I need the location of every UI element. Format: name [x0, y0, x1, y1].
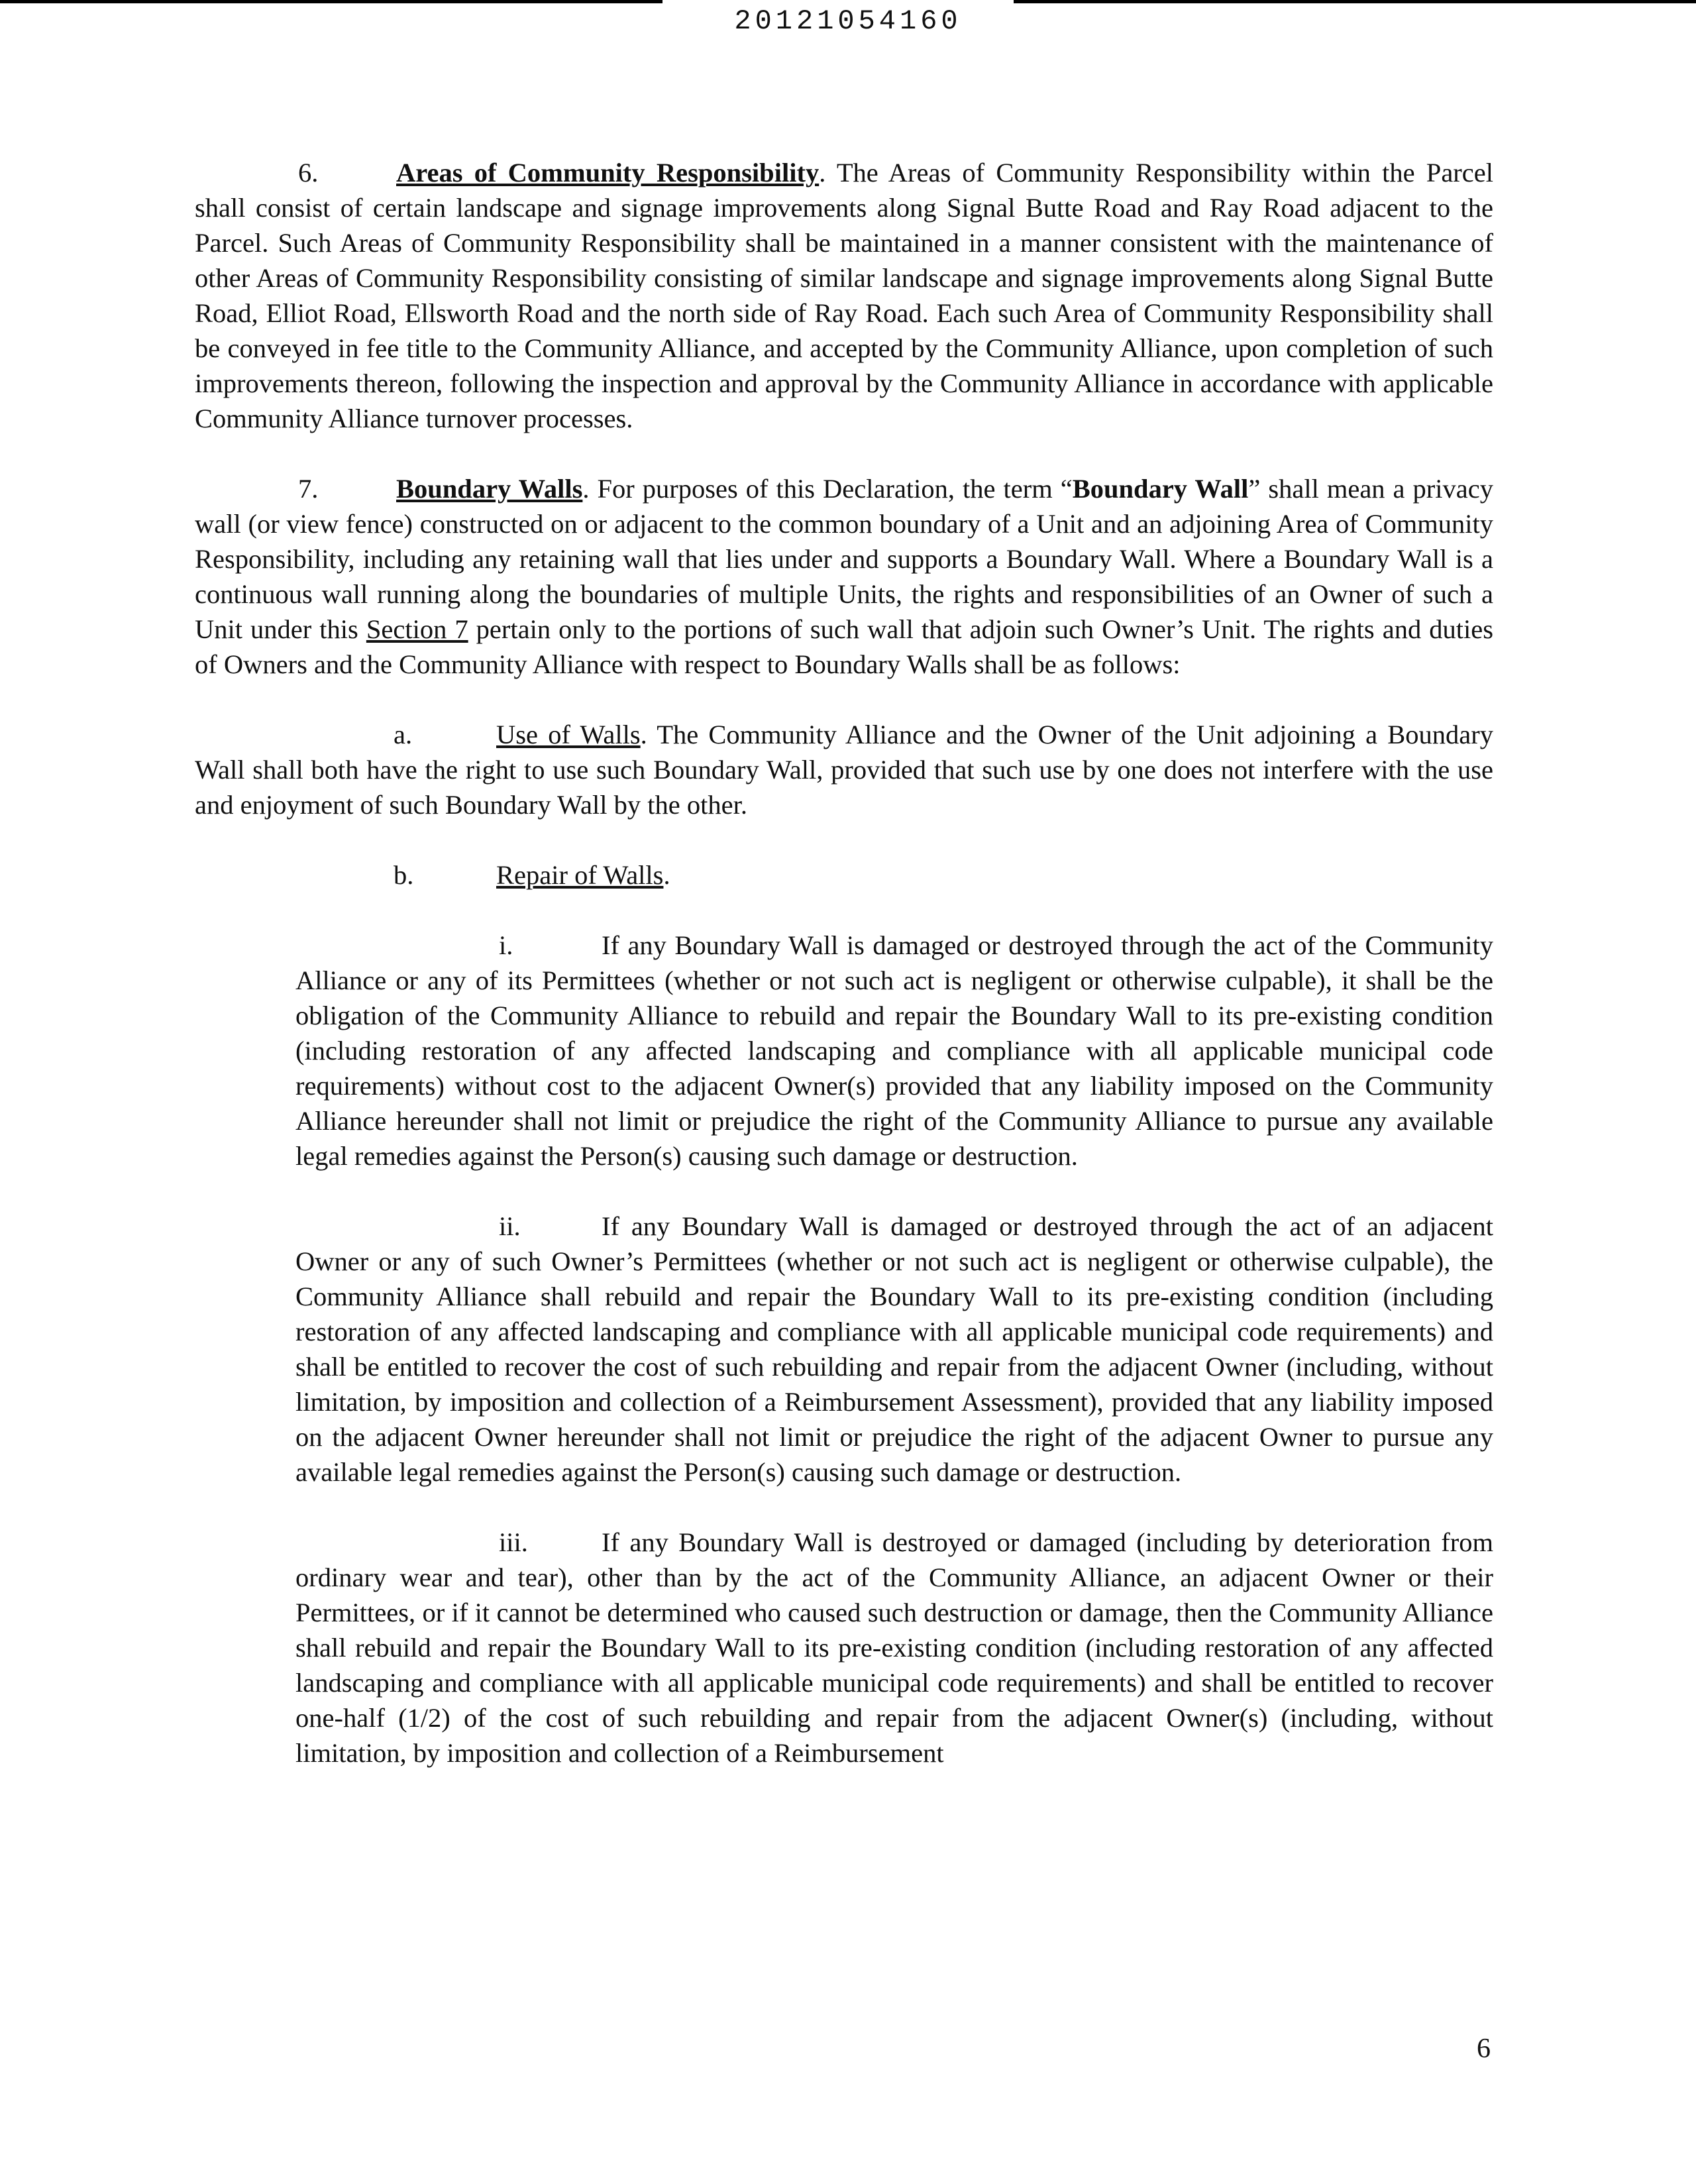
section-6 — [195, 155, 1493, 436]
section-7-cross-reference: Section 7 — [366, 614, 468, 644]
clause-7b-iii-number: iii. — [499, 1527, 528, 1557]
top-rule-right — [1014, 0, 1696, 3]
section-7-text-2: ” shall mean a privacy wall (or view fence) constructed on or adjacent to the common boundary of a Unit and an adjoining Area of Community Responsibility, including any retaining wall that lies under and supports a Boundary Wall. Where a Boundary Wall is a continuous wall running along the boundaries of multiple Units, the rights and responsibilities of an Owner of such a Unit under this — [195, 474, 1493, 644]
section-7-text-3: pertain only to the portions of such wall that adjoin such Owner’s Unit. The rights and duties of Owners and the Community Alliance with respect to Boundary Walls shall be as follows: — [195, 614, 1493, 679]
subsection-7a-text: . The Community Alliance and the Owner of the Unit adjoining a Boundary Wall shall both have the right to use such Boundary Wall, provided that such use by one does not interfere with the use and enjoyment of such Boundary Wall by the other. — [195, 720, 1494, 820]
subsection-7a-number: a. — [394, 720, 413, 749]
subsection-7b-number: b. — [394, 860, 414, 890]
defined-term-boundary-wall: Boundary Wall — [1072, 474, 1249, 504]
clause-7b-i-text: If any Boundary Wall is damaged or destroyed through the act of the Community Alliance or any of its Permittees (whether or not such act is negligent or otherwise culpable), it shall be the obligation of the Community Alliance to rebuild and repair the Boundary Wall to its pre-existing condition (including restoration of any affected landscaping and compliance with all applicable municipal code requirements) without cost to the adjacent Owner(s) provided that any liability imposed on the Community Alliance hereunder shall not limit or prejudice the right of the Community Alliance to pursue any available legal remedies against the Person(s) causing such damage or destruction. — [295, 930, 1493, 1171]
subsection-7b — [195, 857, 1493, 893]
clause-7b-iii — [295, 1525, 1493, 1771]
clause-7b-ii — [295, 1209, 1493, 1490]
clause-7b-i-number: i. — [499, 930, 513, 960]
subsection-7b-heading: Repair of Walls — [496, 860, 664, 890]
section-6-heading: Areas of Community Responsibility — [396, 158, 820, 188]
clause-7b-i — [295, 928, 1493, 1174]
clause-7b-iii-text: If any Boundary Wall is destroyed or damaged (including by deterioration from ordinary wear and tear), other than by the act of the Community Alliance, an adjacent Owner or their Permittees, or if it cannot be determined who caused such destruction or damage, then the Community Alliance shall rebuild and repair the Boundary Wall to its pre-existing condition (including restoration of any affected landscaping and compliance with all applicable municipal code requirements) and shall be entitled to recover one-half (1/2) of the cost of such rebuilding and repair from the adjacent Owner(s) (including, without limitation, by imposition and collection of a Reimbursement — [295, 1527, 1493, 1768]
section-7-text-1: . For purposes of this Declaration, the term “ — [582, 474, 1073, 504]
clause-7b-ii-text: If any Boundary Wall is damaged or destroyed through the act of an adjacent Owner or any of such Owner’s Permittees (whether or not such act is negligent or otherwise culpable), the Community Alliance shall rebuild and repair the Boundary Wall to its pre-existing condition (including restoration of any affected landscaping and compliance with all applicable municipal code requirements) and shall be entitled to recover the cost of such rebuilding and repair from the adjacent Owner (including, without limitation, by imposition and collection of a Reimbursement Assessment), provided that any liability imposed on the adjacent Owner hereunder shall not limit or prejudice the right of the adjacent Owner to pursue any available legal remedies against the Person(s) causing such damage or destruction. — [295, 1211, 1493, 1487]
section-7 — [195, 471, 1493, 682]
document-number: 20121054160 — [734, 5, 962, 37]
subsection-7a — [195, 717, 1493, 822]
section-6-number: 6. — [298, 158, 319, 188]
section-7-heading: Boundary Walls — [396, 474, 583, 504]
page-body — [195, 155, 1493, 1806]
clause-7b-ii-number: ii. — [499, 1211, 521, 1241]
section-7-number: 7. — [298, 474, 319, 504]
subsection-7a-heading: Use of Walls — [496, 720, 641, 749]
top-rule-left — [0, 0, 662, 3]
subsection-7b-heading-end: . — [663, 860, 670, 890]
section-6-text: . The Areas of Community Responsibility within the Parcel shall consist of certain landscape and signage improvements along Signal Butte Road and Ray Road adjacent to the Parcel. Such Areas of Community Responsibility shall be maintained in a manner consistent with the maintenance of other Areas of Community Responsibility consisting of similar landscape and signage improvements along Signal Butte Road, Elliot Road, Ellsworth Road and the north side of Ray Road. Each such Area of Community Responsibility shall be conveyed in fee title to the Community Alliance, and accepted by the Community Alliance, upon completion of such improvements thereon, following the inspection and approval by the Community Alliance in accordance with applicable Community Alliance turnover processes. — [195, 158, 1493, 433]
page-number: 6 — [1477, 2034, 1491, 2064]
